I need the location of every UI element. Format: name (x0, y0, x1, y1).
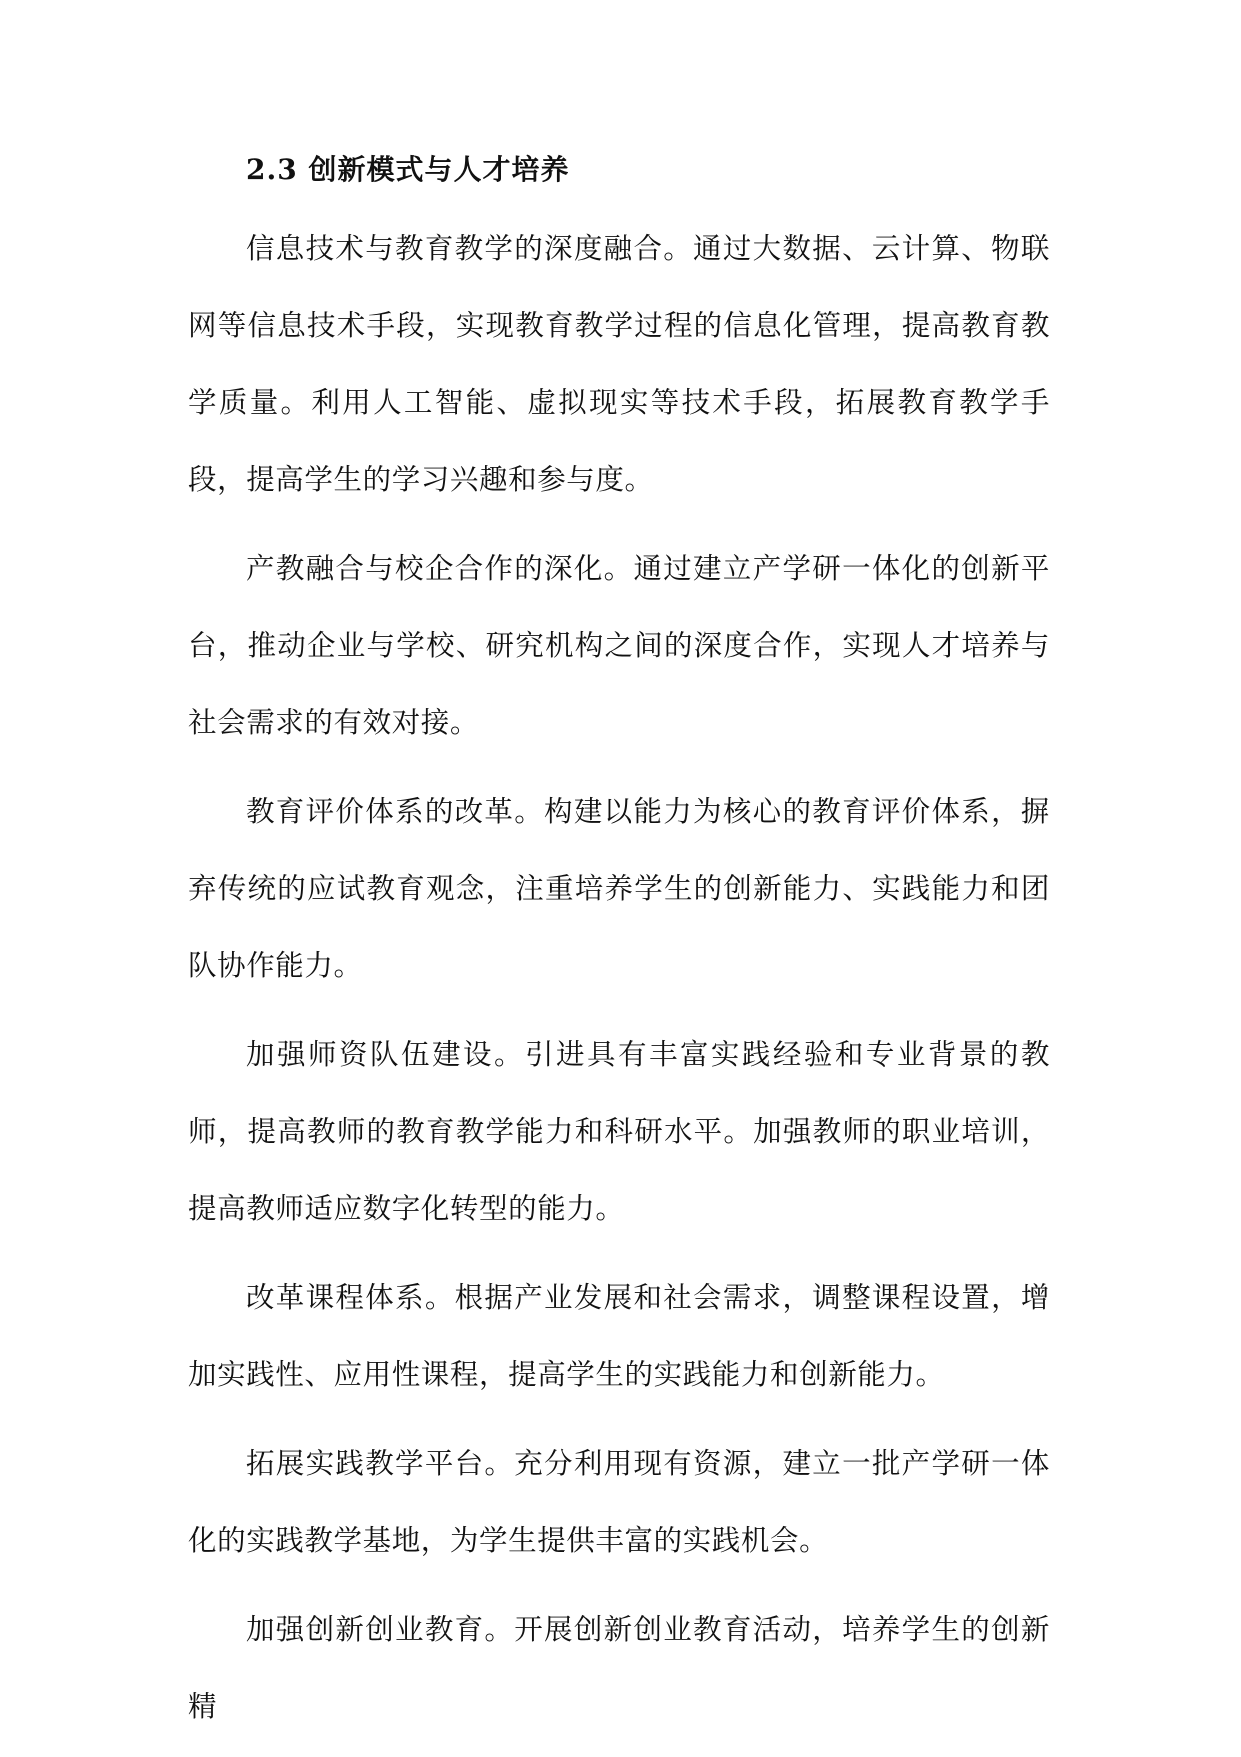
paragraph-evaluation-reform: 教育评价体系的改革。构建以能力为核心的教育评价体系，摒弃传统的应试教育观念，注重培养学生的创新能力、实践能力和团队协作能力。 (188, 795, 1050, 982)
paragraph-curriculum-reform: 改革课程体系。根据产业发展和社会需求，调整课程设置，增加实践性、应用性课程，提高学生的实践能力和创新能力。 (188, 1281, 1050, 1391)
paragraph-industry-education: 产教融合与校企合作的深化。通过建立产学研一体化的创新平台，推动企业与学校、研究机构之间的深度合作，实现人才培养与社会需求的有效对接。 (188, 552, 1050, 739)
paragraph-practice-platform: 拓展实践教学平台。充分利用现有资源，建立一批产学研一体化的实践教学基地，为学生提供丰富的实践机会。 (188, 1447, 1050, 1557)
paragraph-teaching-staff: 加强师资队伍建设。引进具有丰富实践经验和专业背景的教师，提高教师的教育教学能力和科研水平。加强教师的职业培训，提高教师适应数字化转型的能力。 (188, 1038, 1050, 1225)
paragraph-it-integration: 信息技术与教育教学的深度融合。通过大数据、云计算、物联网等信息技术手段，实现教育教学过程的信息化管理，提高教育教学质量。利用人工智能、虚拟现实等技术手段，拓展教育教学手段，提高学生的学习兴趣和参与度。 (188, 232, 1050, 496)
section-heading: 2.3 创新模式与人才培养 (246, 153, 570, 186)
paragraph-innovation-education: 加强创新创业教育。开展创新创业教育活动，培养学生的创新精 (188, 1613, 1050, 1723)
document-body (188, 140, 1050, 1757)
